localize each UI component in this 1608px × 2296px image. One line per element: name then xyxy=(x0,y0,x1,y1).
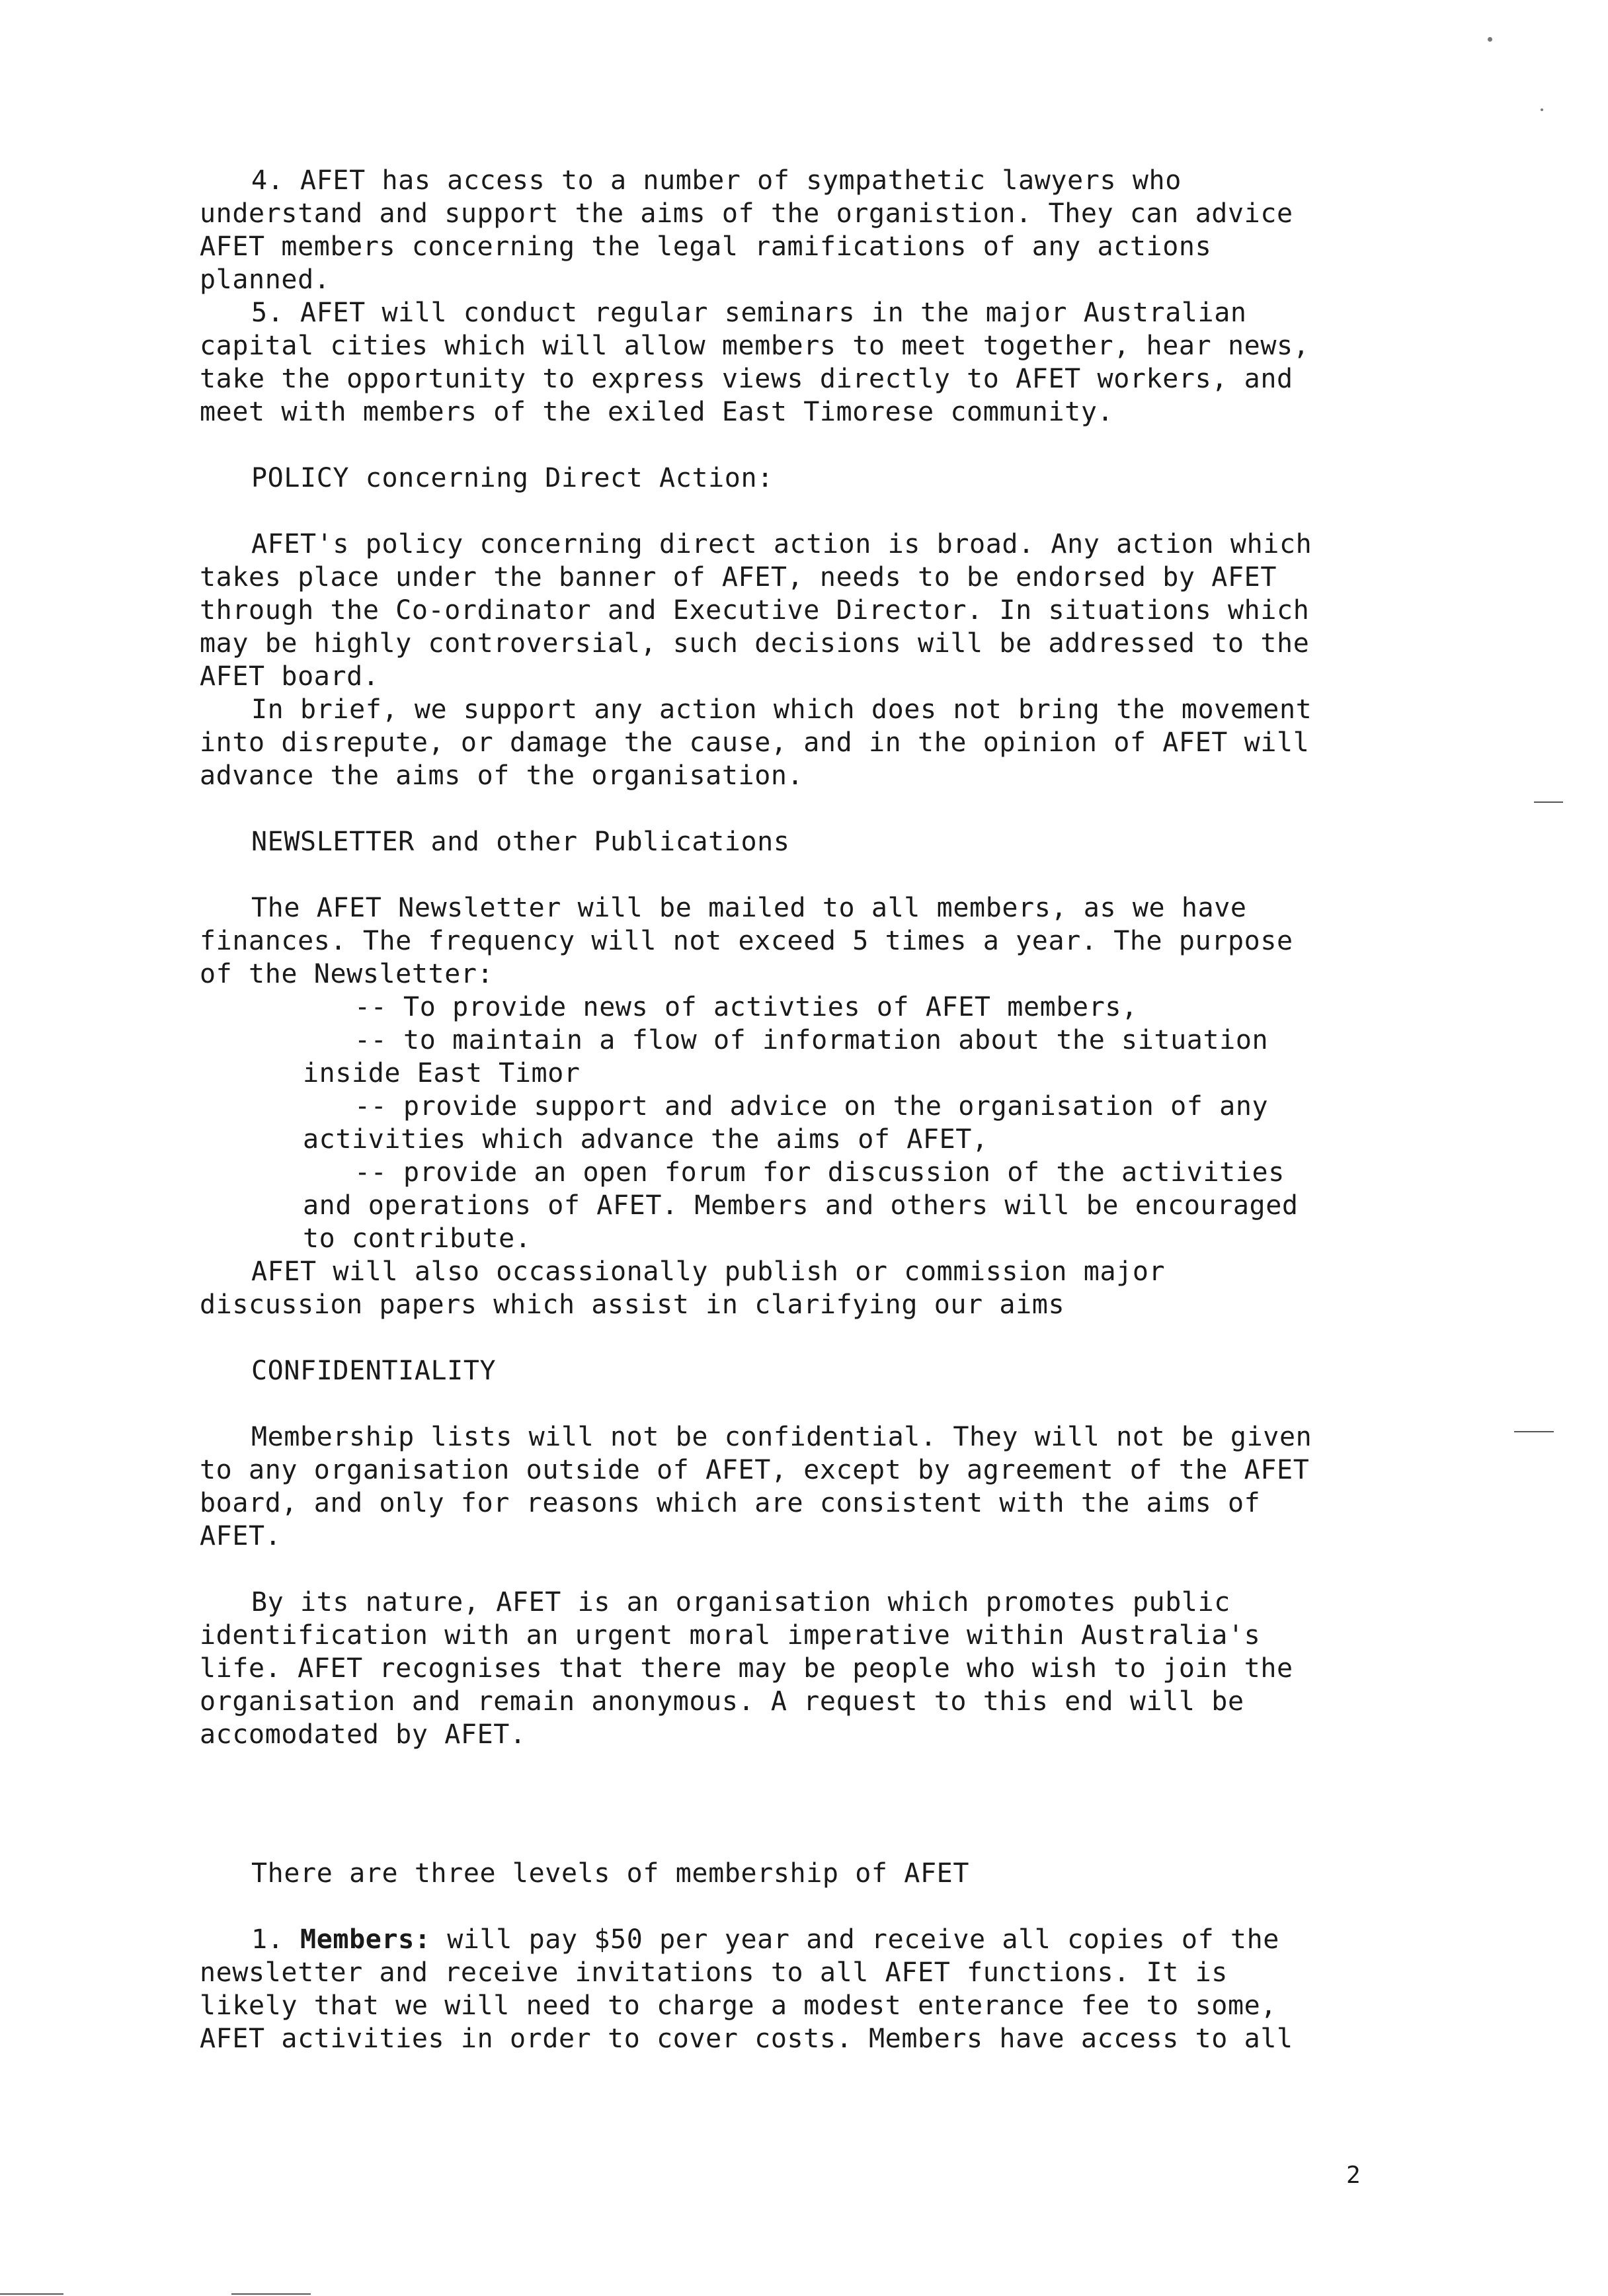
text-line: AFET's policy concerning direct action is broad. Any action which xyxy=(251,529,1312,559)
text-line: planned. xyxy=(200,265,331,295)
section-heading: POLICY concerning Direct Action: xyxy=(251,463,774,493)
list-item-continuation: to contribute. xyxy=(303,1223,532,1254)
text-line: understand and support the aims of the organistion. They can advice xyxy=(200,198,1293,229)
scan-speck xyxy=(1488,37,1492,42)
scan-edge-mark xyxy=(231,2293,311,2295)
text-line: accomodated by AFET. xyxy=(200,1719,526,1750)
text-line: AFET activities in order to cover costs. Members have access to all xyxy=(200,2024,1293,2054)
scan-speck xyxy=(1541,108,1543,111)
text-line: advance the aims of the organisation. xyxy=(200,760,804,791)
scan-edge-mark xyxy=(1514,1431,1554,1432)
text-line: meet with members of the exiled East Timorese community. xyxy=(200,397,1114,427)
text-line: AFET members concerning the legal ramifications of any actions xyxy=(200,231,1212,262)
text-line: By its nature, AFET is an organisation which promotes public xyxy=(251,1587,1230,1618)
text-line: life. AFET recognises that there may be people who wish to join the xyxy=(200,1653,1293,1684)
text-run: will pay $50 per year and receive all copies of the xyxy=(430,1924,1279,1955)
section-heading: NEWSLETTER and other Publications xyxy=(251,827,790,857)
text-line: take the opportunity to express views directly to AFET workers, and xyxy=(200,364,1293,394)
text-line: discussion papers which assist in clarifying our aims xyxy=(200,1290,1065,1320)
text-line: The AFET Newsletter will be mailed to all members, as we have xyxy=(251,893,1247,923)
scan-edge-mark xyxy=(0,2293,63,2295)
list-item: -- provide an open forum for discussion of the activities xyxy=(354,1157,1285,1188)
text-line: Membership lists will not be confidential. They will not be given xyxy=(251,1422,1312,1452)
text-line: to any organisation outside of AFET, except by agreement of the AFET xyxy=(200,1455,1310,1485)
list-number: 1. xyxy=(251,1924,301,1955)
text-line: finances. The frequency will not exceed 5 times a year. The purpose xyxy=(200,926,1293,956)
page-number: 2 xyxy=(1346,2162,1361,2189)
list-item-continuation: inside East Timor xyxy=(303,1058,581,1088)
text-line: may be highly controversial, such decisions will be addressed to the xyxy=(200,628,1310,659)
text-line: newsletter and receive invitations to all AFET functions. It is xyxy=(200,1957,1228,1988)
text-line: into disrepute, or damage the cause, and in the opinion of AFET will xyxy=(200,727,1310,758)
text-line: likely that we will need to charge a modest enterance fee to some, xyxy=(200,1990,1277,2021)
text-line: capital cities which will allow members to meet together, hear news, xyxy=(200,331,1310,361)
list-item-continuation: and operations of AFET. Members and others will be encouraged xyxy=(303,1190,1299,1221)
text-line: AFET board. xyxy=(200,661,380,692)
text-line: AFET will also occassionally publish or commission major xyxy=(251,1256,1166,1287)
text-line: 5. AFET will conduct regular seminars in the major Australian xyxy=(251,298,1247,328)
text-line xyxy=(251,1923,1279,1956)
list-item: -- to maintain a flow of information about the situation xyxy=(354,1025,1269,1055)
list-item: -- To provide news of activties of AFET members, xyxy=(354,992,1138,1022)
text-line: takes place under the banner of AFET, needs to be endorsed by AFET xyxy=(200,562,1277,593)
text-line: AFET. xyxy=(200,1521,282,1551)
list-item: -- provide support and advice on the organisation of any xyxy=(354,1091,1269,1122)
text-line: of the Newsletter: xyxy=(200,959,494,989)
text-line: organisation and remain anonymous. A request to this end will be xyxy=(200,1686,1244,1717)
scan-edge-mark xyxy=(1534,801,1563,803)
text-line: through the Co-ordinator and Executive Director. In situations which xyxy=(200,595,1310,626)
text-line: board, and only for reasons which are consistent with the aims of xyxy=(200,1488,1261,1518)
membership-level-term: Members: xyxy=(300,1924,431,1955)
text-line: 4. AFET has access to a number of sympathetic lawyers who xyxy=(251,165,1182,196)
section-heading: CONFIDENTIALITY xyxy=(251,1356,497,1386)
text-line: In brief, we support any action which does not bring the movement xyxy=(251,694,1312,725)
section-heading: There are three levels of membership of AFET xyxy=(251,1858,970,1889)
list-item-continuation: activities which advance the aims of AFET, xyxy=(303,1124,988,1155)
text-line: identification with an urgent moral imperative within Australia's xyxy=(200,1620,1261,1651)
